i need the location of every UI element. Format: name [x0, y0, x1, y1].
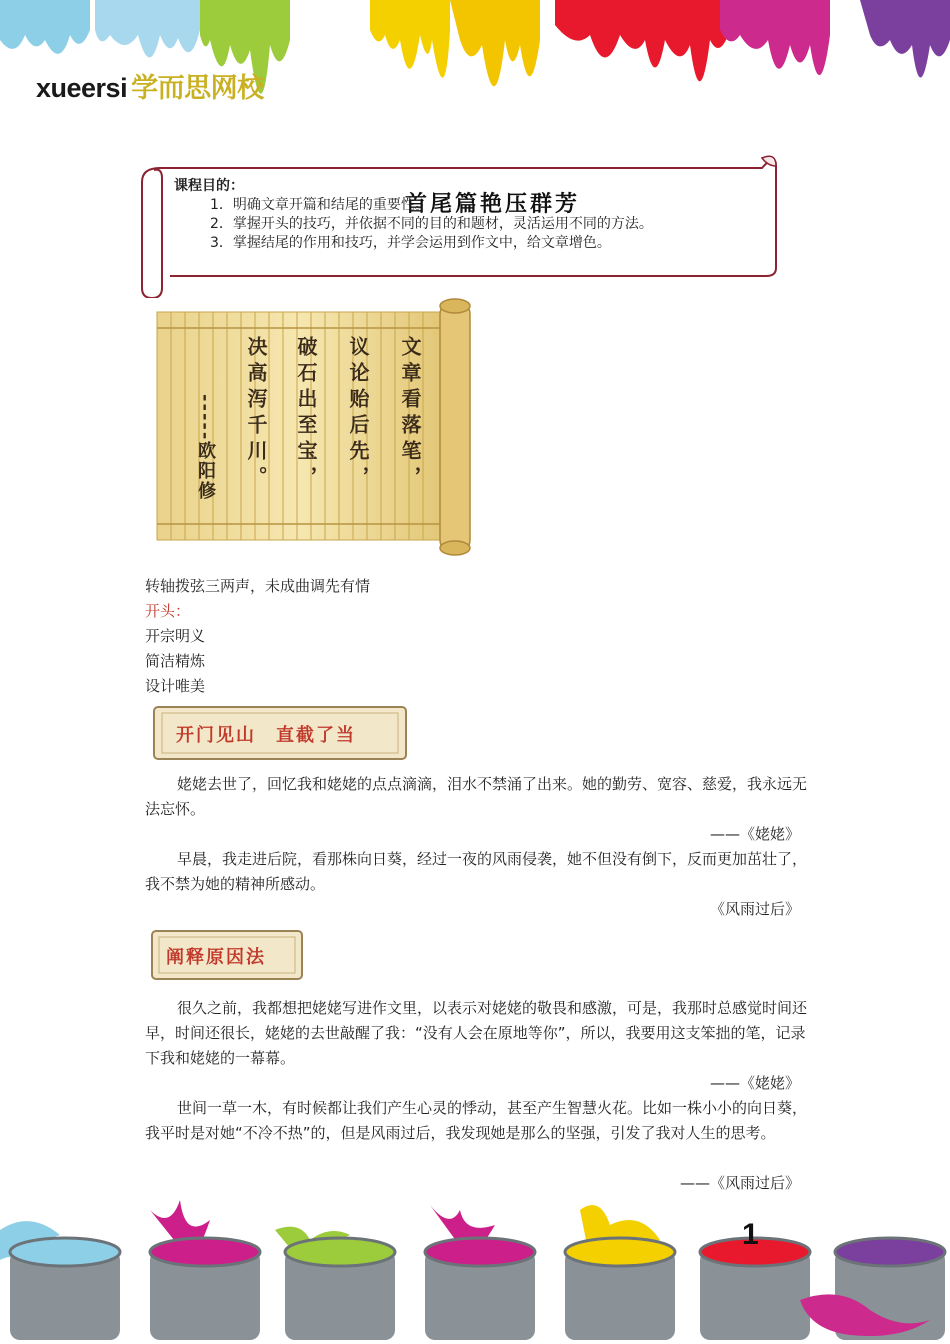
objective-item: 3．掌握结尾的作用和技巧，并学会运用到作文中，给文章增色。	[210, 235, 611, 251]
page-number: 1	[742, 1218, 759, 1251]
opening-point: 开宗明义	[145, 627, 206, 645]
brand-name-en: xueersi	[36, 73, 128, 103]
quote-column: 文章看落笔，	[398, 336, 422, 492]
example-source: ——《姥姥》	[709, 1074, 800, 1092]
section-tag-direct: 开门见山 直截了当	[176, 725, 356, 746]
quote-column: 破石出至宝，	[294, 336, 318, 492]
example-paragraph: 早晨，我走进后院，看那株向日葵，经过一夜的风雨侵袭，她不但没有倒下，反而更加茁壮了，我不禁为她的精神所感动。	[145, 850, 808, 893]
objective-item: 1．明确文章开篇和结尾的重要性。	[210, 197, 429, 213]
example-paragraph: 世间一草一木，有时候都让我们产生心灵的悸动，甚至产生智慧火花。比如一株小小的向日葵，我平时是对她“不冷不热”的，但是风雨过后，我发现她是那么的坚强，引发了我对人生的思考。	[145, 1099, 808, 1142]
opening-point: 简洁精炼	[145, 652, 206, 670]
example-paragraph: 很久之前，我都想把姥姥写进作文里，以表示对姥姥的敬畏和感激，可是，我那时总感觉时间还早，时间还很长，姥姥的去世敲醒了我：“没有人会在原地等你”，所以，我要用这支笨拙的笔，记录下我和姥姥的一幕幕。	[145, 999, 808, 1067]
example-source: ——《风雨过后》	[679, 1174, 800, 1192]
brand-name-cn: 学而思网校	[131, 73, 264, 103]
paint-buckets-decoration	[0, 1190, 950, 1344]
example-source: ——《姥姥》	[709, 825, 800, 843]
intro-line: 转轴拨弦三两声，未成曲调先有情	[145, 577, 371, 595]
objectives-label: 课程目的：	[174, 178, 244, 194]
section-tag-reason: 阐释原因法	[166, 947, 266, 968]
quote-column: 议论贻后先，	[346, 336, 370, 492]
example-source: 《风雨过后》	[709, 900, 800, 918]
brand-logo[interactable]	[36, 66, 264, 105]
objective-item: 2．掌握开头的技巧，并依据不同的目的和题材，灵活运用不同的方法。	[210, 216, 653, 232]
opening-point: 设计唯美	[145, 677, 206, 695]
lesson-title: 首尾篇艳压群芳	[405, 191, 581, 217]
quote-column: 决高泻千川。	[244, 336, 268, 492]
quote-author: -----欧阳修	[195, 394, 216, 502]
example-paragraph: 姥姥去世了，回忆我和姥姥的点点滴滴，泪水不禁涌了出来。她的勤劳、宽容、慈爱，我永远无法忘怀。	[145, 775, 808, 818]
opening-heading: 开头：	[145, 602, 191, 620]
